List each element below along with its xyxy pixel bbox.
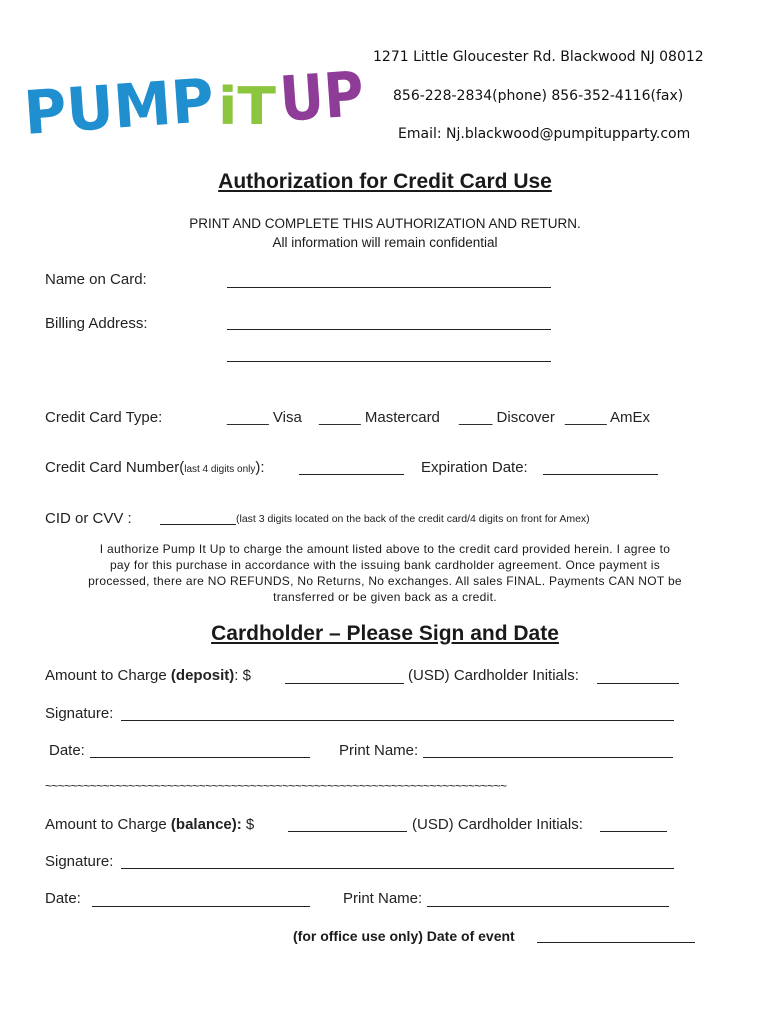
svg-text:PUMP: PUMP (21, 65, 223, 149)
tilde-separator: ~~~~~~~~~~~~~~~~~~~~~~~~~~~~~~~~~~~~~~~~~~~~~~~~~~~~~~~~~~~~~~~~~~~~~~~~ (45, 779, 507, 793)
svg-text:UP: UP (277, 56, 378, 136)
deposit-signature-input[interactable] (121, 701, 678, 721)
balance-date-input[interactable] (92, 887, 314, 907)
deposit-amount-input[interactable] (285, 664, 408, 684)
address: 1271 Little Gloucester Rd. Blackwood NJ 08012 (373, 49, 704, 65)
card-option-discover[interactable]: ____ Discover (459, 409, 555, 426)
svg-text:iT: iT (218, 77, 277, 137)
cid-input[interactable] (160, 505, 240, 525)
balance-amount-input[interactable] (288, 812, 411, 832)
cardholder-section-title: Cardholder – Please Sign and Date (211, 622, 559, 645)
card-option-amex[interactable]: _____ AmEx (565, 409, 651, 426)
email: Email: Nj.blackwood@pumpitupparty.com (398, 126, 691, 142)
deposit-date-input[interactable] (90, 738, 314, 758)
deposit-signature-label: Signature: (45, 705, 114, 722)
deposit-initials-input[interactable] (597, 664, 683, 684)
billing-address-input-1[interactable] (227, 310, 555, 330)
pump-it-up-logo (21, 50, 378, 149)
balance-print-name-label: Print Name: (343, 890, 423, 907)
deposit-initials-label: (USD) Cardholder Initials: (408, 667, 579, 684)
form-title: Authorization for Credit Card Use (218, 170, 552, 193)
name-on-card-label: Name on Card: (45, 271, 147, 288)
balance-initials-label: (USD) Cardholder Initials: (412, 816, 583, 833)
balance-amount-label: Amount to Charge (balance): $ (45, 816, 255, 833)
event-date-input[interactable] (537, 923, 699, 943)
instructions-line-1: PRINT AND COMPLETE THIS AUTHORIZATION AND RETURN. (189, 216, 581, 231)
balance-initials-input[interactable] (600, 812, 671, 832)
deposit-date-label: Date: (49, 742, 85, 759)
card-number-label: Credit Card Number(last 4 digits only): (45, 459, 265, 476)
balance-print-name-input[interactable] (427, 887, 673, 907)
deposit-amount-label: Amount to Charge (deposit): $ (45, 667, 251, 684)
card-number-input[interactable] (299, 455, 408, 475)
instructions-line-2: All information will remain confidential (272, 235, 498, 250)
cid-label: CID or CVV : (45, 510, 132, 527)
balance-signature-input[interactable] (121, 849, 678, 869)
name-on-card-input[interactable] (227, 268, 555, 288)
balance-date-label: Date: (45, 890, 81, 907)
billing-address-input-2[interactable] (227, 342, 555, 362)
card-option-visa[interactable]: _____ Visa (227, 409, 302, 426)
balance-signature-label: Signature: (45, 853, 114, 870)
phone-fax: 856-228-2834(phone) 856-352-4116(fax) (393, 88, 684, 104)
deposit-print-name-input[interactable] (423, 738, 677, 758)
deposit-print-name-label: Print Name: (339, 742, 419, 759)
billing-address-label: Billing Address: (45, 315, 148, 332)
card-type-label: Credit Card Type: (45, 409, 163, 426)
expiration-date-input[interactable] (543, 455, 662, 475)
expiration-date-label: Expiration Date: (421, 459, 528, 476)
card-option-mastercard[interactable]: _____ Mastercard (319, 409, 440, 426)
cid-note: (last 3 digits located on the back of the credit card/4 digits on front for Amex) (236, 513, 590, 525)
authorization-text: I authorize Pump It Up to charge the amount listed above to the credit card provided herein. I agree to pay for this purchase in accordance with the issuing bank cardholder agreement. Once payment is processed, there are NO REFUNDS, No Returns, No exchanges. All sales FINAL. Payments CAN NOT be transferred or be given back as a credit. (88, 542, 682, 604)
office-use-label: (for office use only) Date of event (293, 928, 515, 944)
